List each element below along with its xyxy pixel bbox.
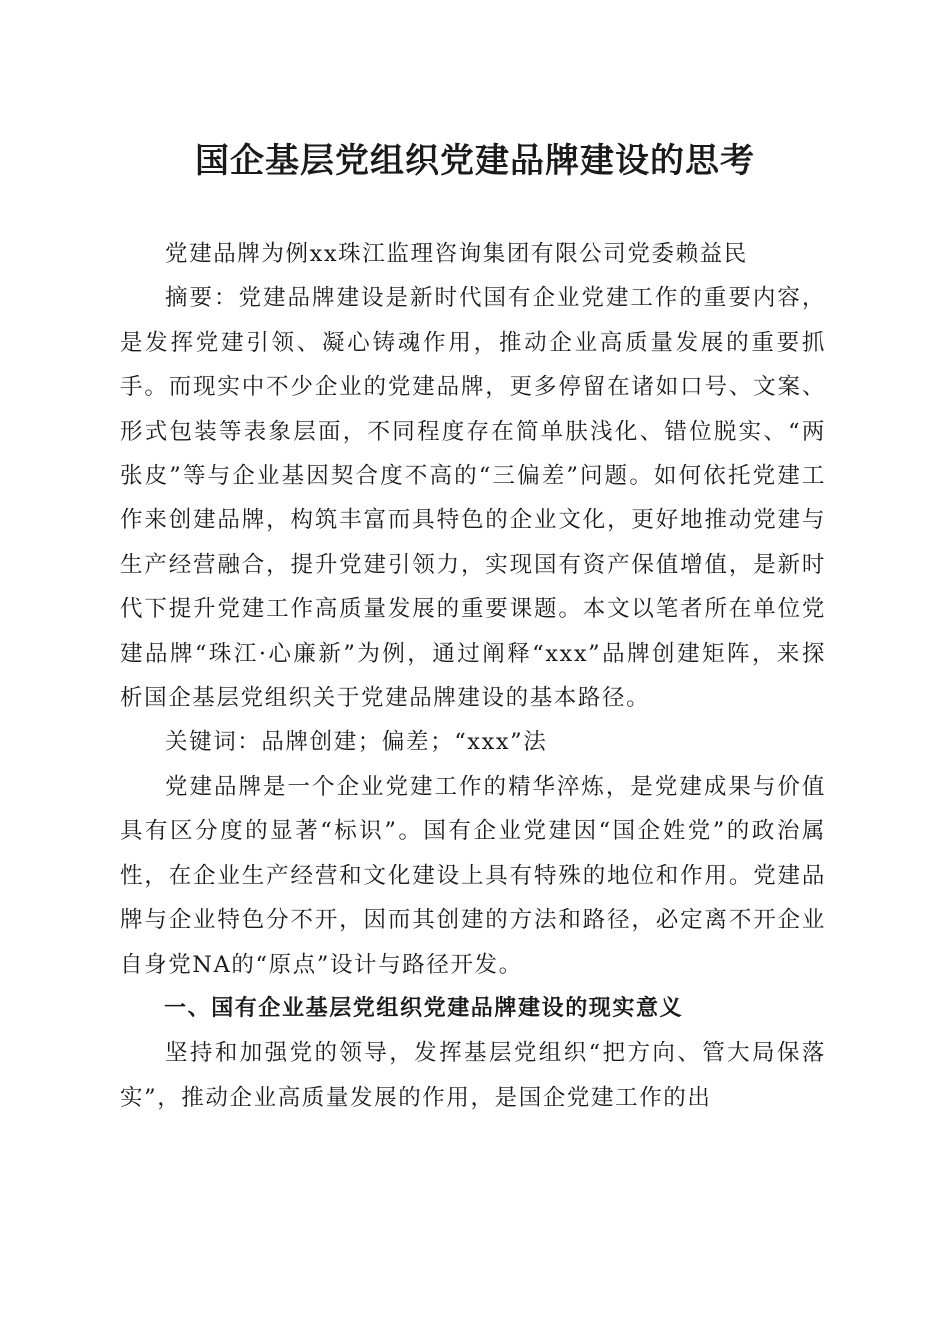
- document-title: 国企基层党组织党建品牌建设的思考: [195, 141, 755, 181]
- keywords-paragraph: 关键词：品牌创建；偏差；“xxx”法: [165, 729, 548, 756]
- abstract-paragraph: 摘要：党建品牌建设是新时代国有企业党建工作的重要内容，是发挥党建引领、凝心铸魂作用，推动企业高质量发展的重要抓手。而现实中不少企业的党建品牌，更多停留在诸如口号、文案、形式包装等表象层面，不同程度存在简单肤浅化、错位脱实、“两张皮”等与企业基因契合度不高的“三偏差”问题。如何依托党建工作来创建品牌，构筑丰富而具特色的企业文化，更好地推动党建与生产经营融合，提升党建引领力，实现国有资产保值增值，是新时代下提升党建工作高质量发展的重要课题。本文以笔者所在单位党建品牌“珠江·心廉新”为例，通过阐释“xxx”品牌创建矩阵，来探析国企基层党组织关于党建品牌建设的基本路径。: [120, 285, 826, 712]
- byline-paragraph: 党建品牌为例xx珠江监理咨询集团有限公司党委赖益民: [165, 241, 748, 267]
- section-heading: 一、国有企业基层党组织党建品牌建设的现实意义: [164, 995, 684, 1021]
- intro-paragraph: 党建品牌是一个企业党建工作的精华淬炼，是党建成果与价值具有区分度的显著“标识”。国有企业党建因“国企姓党”的政治属性，在企业生产经营和文化建设上具有特殊的地位和作用。党建品牌与企业特色分不开，因而其创建的方法和路径，必定离不开企业自身党NA的“原点”设计与路径开发。: [120, 773, 826, 978]
- document-body: [120, 232, 826, 1120]
- section-paragraph: 坚持和加强党的领导，发挥基层党组织“把方向、管大局保落实”，推动企业高质量发展的作用，是国企党建工作的出: [120, 1040, 826, 1111]
